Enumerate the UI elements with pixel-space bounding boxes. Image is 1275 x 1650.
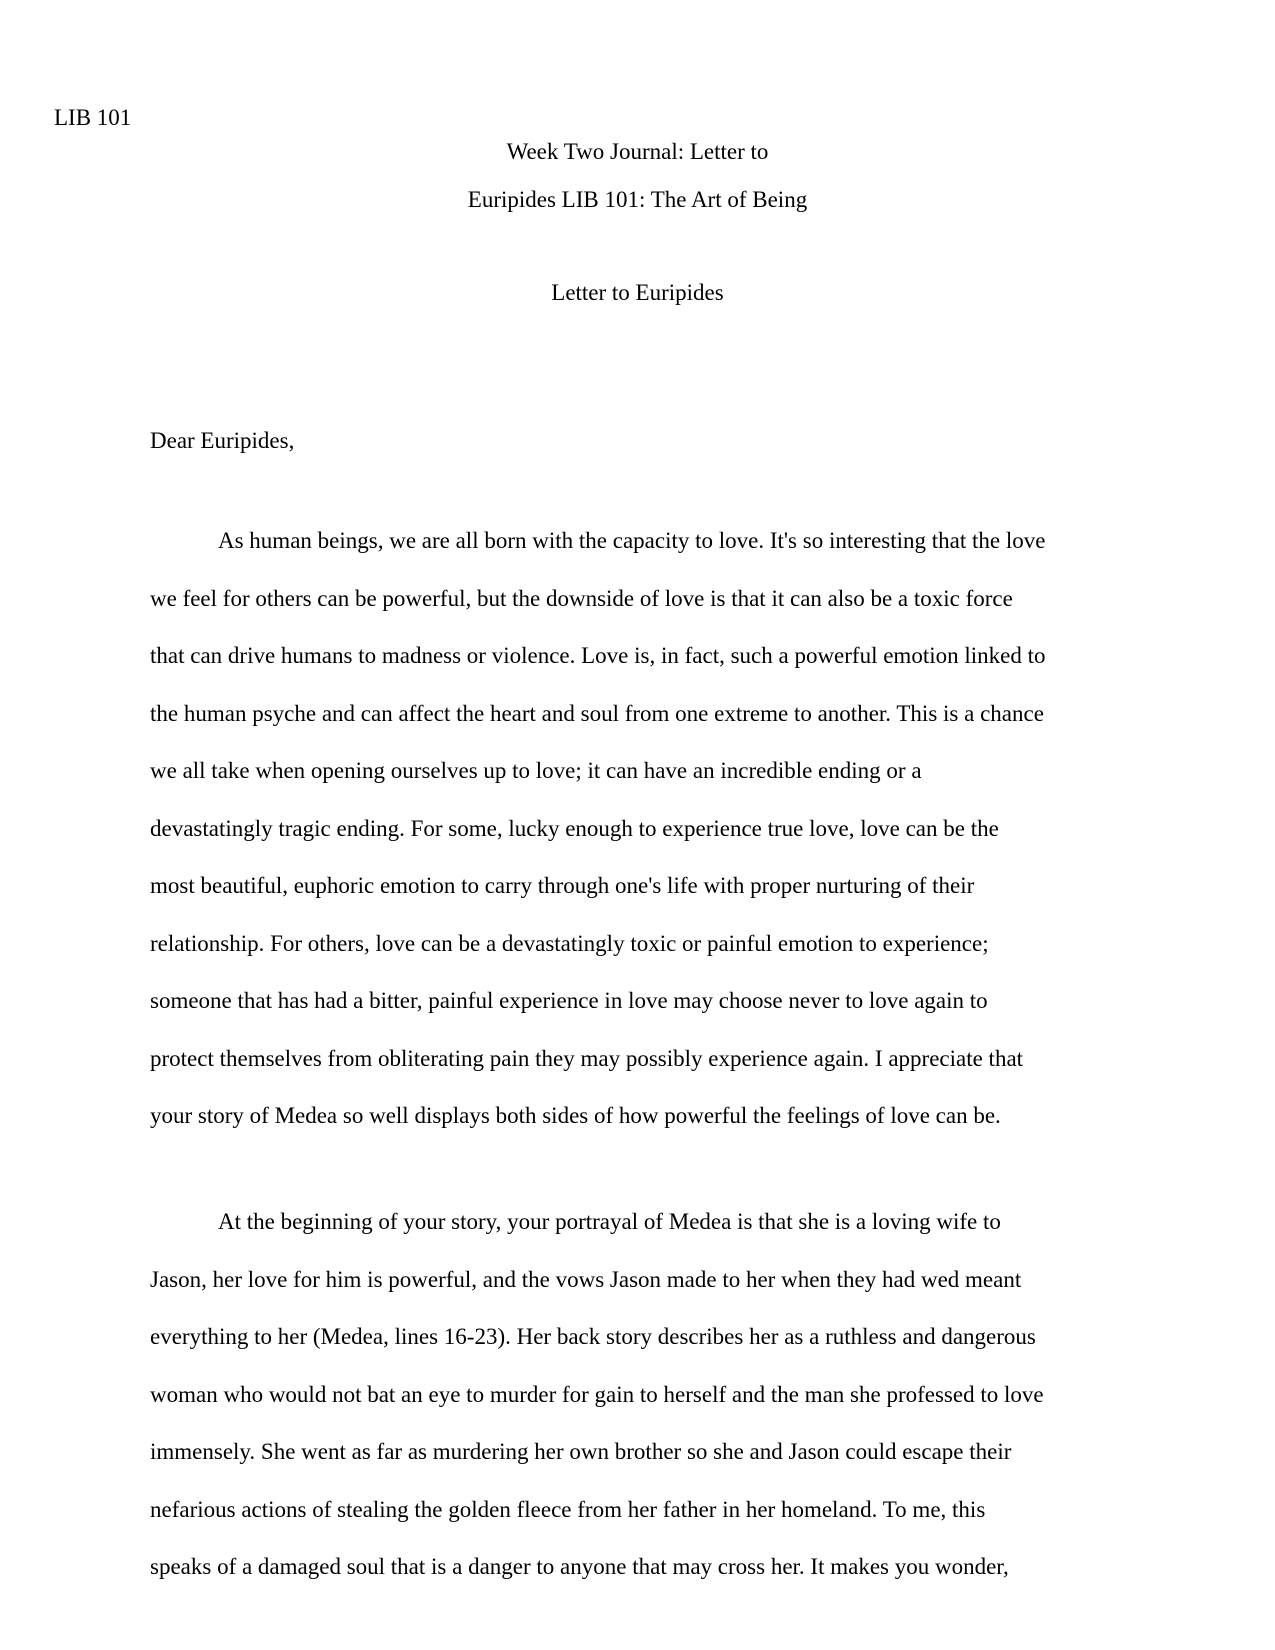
title-line-2: Euripides LIB 101: The Art of Being bbox=[467, 187, 808, 212]
paragraph-line: woman who would not bat an eye to murder for gain to herself and the man she professed to love bbox=[150, 1381, 1044, 1407]
paragraph-line: Jason, her love for him is powerful, and the vows Jason made to her when they had wed meant bbox=[150, 1266, 1022, 1292]
paragraph-line: someone that has had a bitter, painful experience in love may choose never to love again to bbox=[150, 988, 988, 1013]
paragraph-line: At the beginning of your story, your portrayal of Medea is that she is a loving wife to bbox=[218, 1209, 1001, 1234]
paragraph-line: your story of Medea so well displays both sides of how powerful the feelings of love can be. bbox=[150, 1103, 1001, 1128]
paragraph-line: speaks of a damaged soul that is a danger to anyone that may cross her. It makes you wonder, bbox=[150, 1554, 1009, 1579]
paragraph-line: As human beings, we are all born with the capacity to love. It's so interesting that the love bbox=[218, 528, 1046, 553]
paragraph-line: that can drive humans to madness or violence. Love is, in fact, such a powerful emotion linked to bbox=[150, 643, 1046, 668]
paragraph-line: everything to her (Medea, lines 16-23). Her back story describes her as a ruthless and dangerous bbox=[150, 1324, 1036, 1349]
paragraph-line: relationship. For others, love can be a devastatingly toxic or painful emotion to experience; bbox=[150, 930, 989, 956]
paragraph-line: nefarious actions of stealing the golden fleece from her father in her homeland. To me, this bbox=[150, 1496, 986, 1522]
letter-title: Letter to Euripides bbox=[551, 280, 724, 305]
salutation: Dear Euripides, bbox=[150, 428, 295, 453]
paragraph-2 bbox=[150, 1193, 1135, 1596]
paragraph-line: most beautiful, euphoric emotion to carry through one's life with proper nurturing of their bbox=[150, 873, 975, 898]
paragraph-line: devastatingly tragic ending. For some, lucky enough to experience true love, love can be the bbox=[150, 815, 999, 841]
paragraph-1 bbox=[150, 512, 1135, 1145]
title-line-1: Week Two Journal: Letter to bbox=[506, 139, 769, 164]
course-label: LIB 101 bbox=[54, 105, 132, 130]
paragraph-line: protect themselves from obliterating pain they may possibly experience again. I appreciate that bbox=[150, 1045, 1024, 1071]
paragraph-line: immensely. She went as far as murdering her own brother so she and Jason could escape their bbox=[150, 1439, 1012, 1464]
paragraph-line: we feel for others can be powerful, but the downside of love is that it can also be a toxic force bbox=[150, 585, 1013, 611]
paragraph-line: we all take when opening ourselves up to love; it can have an incredible ending or a bbox=[150, 758, 922, 783]
paragraph-line: the human psyche and can affect the heart and soul from one extreme to another. This is a chance bbox=[150, 700, 1044, 726]
